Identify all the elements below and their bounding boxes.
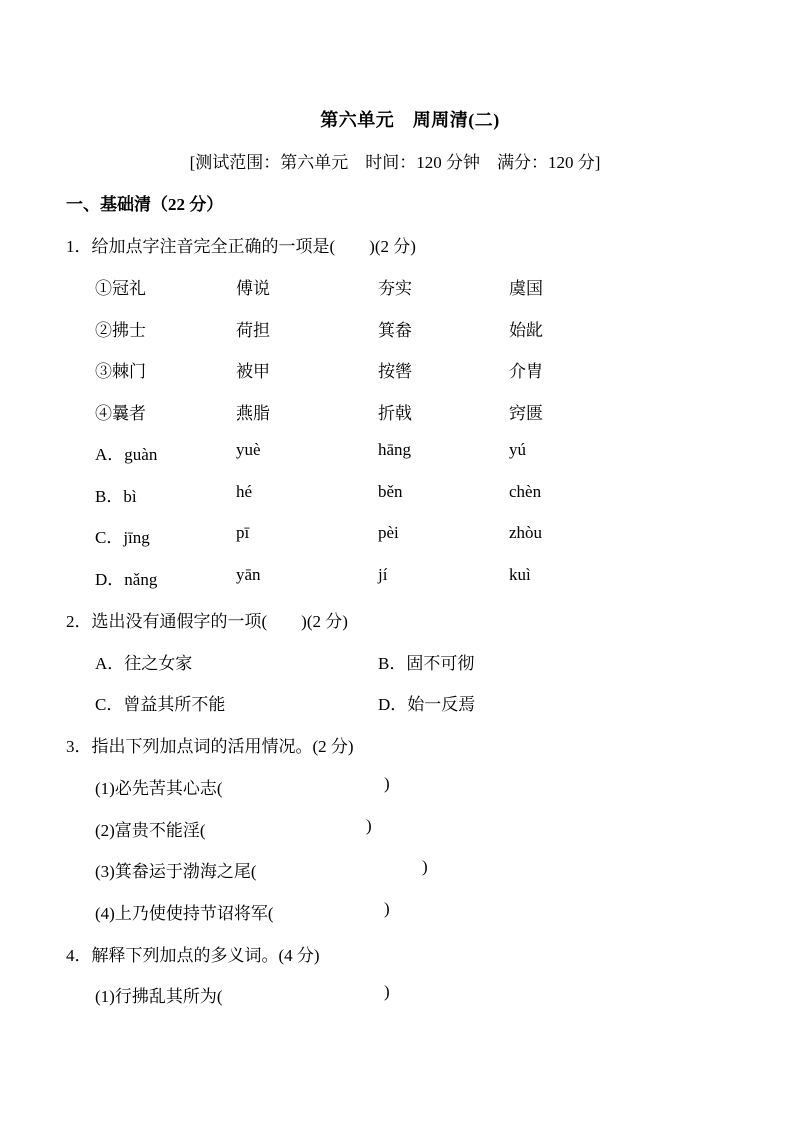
q2-option: D．始一反焉 — [378, 695, 476, 714]
q1-cell: ③棘门 — [95, 362, 146, 381]
answer-blank-close-paren: ) — [366, 816, 372, 835]
q1-cell: C．jīng — [95, 528, 150, 547]
q2-option: B．固不可彻 — [378, 654, 475, 673]
answer-blank-close-paren: ) — [384, 982, 390, 1001]
q1-cell: chèn — [509, 482, 542, 501]
question-3-stem: 3．指出下列加点词的活用情况。(2 分) — [66, 737, 354, 756]
q1-cell: ②拂士 — [95, 321, 146, 340]
q1-cell: ④曩者 — [95, 404, 146, 423]
q1-cell: hé — [236, 482, 253, 501]
q2-option: A．往之女家 — [95, 654, 193, 673]
q1-cell: 始龀 — [509, 321, 543, 340]
q1-cell: běn — [378, 482, 403, 501]
q1-cell: D．nǎng — [95, 570, 158, 589]
answer-blank-close-paren: ) — [422, 857, 428, 876]
q1-cell: jí — [378, 565, 388, 584]
q1-cell: pèi — [378, 523, 399, 542]
test-scope-line: [测试范围：第六单元 时间：120 分钟 满分：120 分] — [189, 153, 601, 172]
section-heading-basics: 一、基础清（22 分） — [66, 195, 224, 214]
q1-cell: zhòu — [509, 523, 543, 542]
question-2-stem: 2．选出没有通假字的一项( )(2 分) — [66, 612, 348, 631]
q2-option: C．曾益其所不能 — [95, 695, 226, 714]
q1-cell: kuì — [509, 565, 531, 584]
question-4-stem: 4．解释下列加点的多义词。(4 分) — [66, 946, 320, 965]
q3-item: (2)富贵不能淫( — [95, 821, 206, 840]
q1-cell: 折戟 — [378, 404, 412, 423]
q1-cell: 介胄 — [509, 362, 543, 381]
q1-cell: 被甲 — [236, 362, 270, 381]
q1-cell: ①冠礼 — [95, 279, 146, 298]
q1-cell: 箕畚 — [378, 321, 412, 340]
answer-blank-close-paren: ) — [384, 774, 390, 793]
q1-cell: yuè — [236, 440, 261, 459]
q1-cell: 窍匮 — [509, 404, 543, 423]
q1-cell: yān — [236, 565, 261, 584]
q1-cell: 夯实 — [378, 279, 412, 298]
q4-item: (1)行拂乱其所为( — [95, 987, 223, 1006]
q1-cell: 荷担 — [236, 321, 270, 340]
answer-blank-close-paren: ) — [384, 899, 390, 918]
q1-cell: B．bì — [95, 487, 137, 506]
q3-item: (4)上乃使使持节诏将军( — [95, 904, 274, 923]
q1-cell: pī — [236, 523, 250, 542]
page-title: 第六单元 周周清(二) — [320, 110, 500, 130]
q1-cell: 傅说 — [236, 279, 270, 298]
q1-cell: hāng — [378, 440, 412, 459]
q3-item: (3)箕畚运于渤海之尾( — [95, 862, 257, 881]
question-1-stem: 1．给加点字注音完全正确的一项是( )(2 分) — [66, 237, 416, 256]
q3-item: (1)必先苦其心志( — [95, 779, 223, 798]
q1-cell: A．guàn — [95, 445, 158, 464]
q1-cell: 虞国 — [509, 279, 543, 298]
q1-cell: 按辔 — [378, 362, 412, 381]
q1-cell: yú — [509, 440, 526, 459]
q1-cell: 燕脂 — [236, 404, 270, 423]
